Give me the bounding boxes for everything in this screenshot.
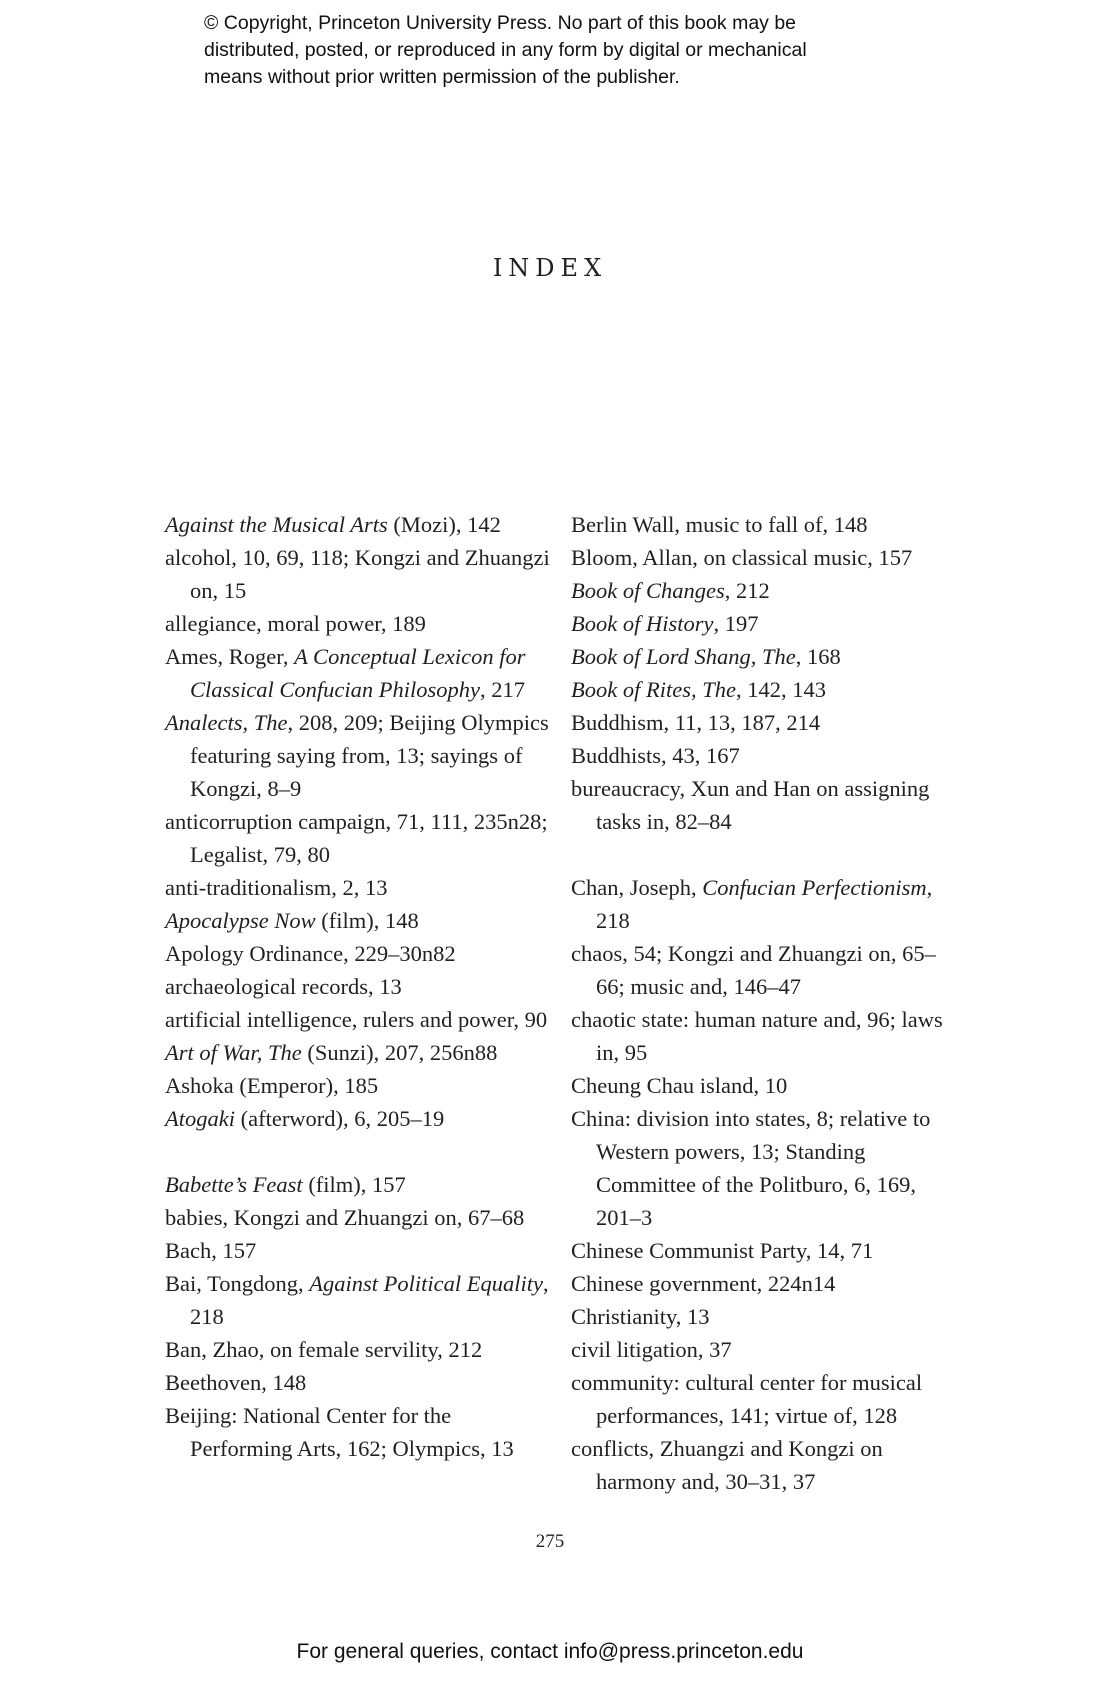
page-number: 275	[535, 1531, 565, 1552]
entry-text: , 208, 209; Beijing Olympics featuring saying from, 13; sayings of Kongzi, 8–9	[190, 710, 549, 801]
entry-text: Chinese government, 224n14	[571, 1271, 836, 1296]
entry-text: chaotic state: human nature and, 96; laws in, 95	[571, 1007, 943, 1065]
entry-text: artificial intelligence, rulers and power, 90	[165, 1007, 548, 1032]
entry-text: Ames, Roger,	[165, 644, 295, 669]
index-entry	[571, 706, 946, 739]
index-entry	[571, 574, 946, 607]
entry-title-italic: Book of History	[571, 611, 714, 636]
entry-text: (Mozi), 142	[387, 512, 501, 537]
index-entry	[571, 772, 946, 838]
index-entry	[165, 1366, 555, 1399]
entry-text: (Sunzi), 207, 256n88	[301, 1040, 498, 1065]
entry-text: , 197	[713, 611, 759, 636]
index-entry	[571, 607, 946, 640]
entry-text: (afterword), 6, 205–19	[234, 1106, 445, 1131]
entry-text: Apology Ordinance, 229–30n82	[165, 941, 456, 966]
index-entry	[571, 508, 946, 541]
index-entry	[571, 1432, 946, 1498]
entry-text: Ashoka (Emperor), 185	[165, 1073, 379, 1098]
entry-text: babies, Kongzi and Zhuangzi on, 67–68	[165, 1205, 525, 1230]
index-entry	[571, 1069, 946, 1102]
entry-text: Buddhists, 43, 167	[571, 743, 740, 768]
index-entry	[165, 970, 555, 1003]
index-entry	[571, 1333, 946, 1366]
index-entry	[165, 1003, 555, 1036]
entry-title-italic: Book of Changes	[571, 578, 725, 603]
index-entry	[571, 640, 946, 673]
entry-title-italic: Against the Musical Arts	[165, 512, 388, 537]
index-entry	[165, 904, 555, 937]
entry-title-italic: Against Political Equality	[309, 1271, 543, 1296]
entry-text: archaeological records, 13	[165, 974, 402, 999]
entry-text: Chinese Communist Party, 14, 71	[571, 1238, 874, 1263]
entry-text: Bloom, Allan, on classical music, 157	[571, 545, 913, 570]
entry-text: China: division into states, 8; relative to Western powers, 13; Standing Committee of the Politburo, 6, 169, 201–3	[571, 1106, 931, 1230]
index-entry	[571, 1003, 946, 1069]
entry-text: conflicts, Zhuangzi and Kongzi on harmony and, 30–31, 37	[571, 1436, 883, 1494]
entry-text: Ban, Zhao, on female servility, 212	[165, 1337, 483, 1362]
index-entry	[165, 1069, 555, 1102]
index-entry	[571, 1300, 946, 1333]
index-entry	[165, 1234, 555, 1267]
entry-text: (film), 157	[302, 1172, 406, 1197]
entry-text: Chan, Joseph,	[571, 875, 703, 900]
index-entry	[165, 1036, 555, 1069]
index-entry	[165, 1168, 555, 1201]
index-entry	[165, 1399, 555, 1465]
entry-text: Bai, Tongdong,	[165, 1271, 310, 1296]
entry-text: Beethoven, 148	[165, 1370, 307, 1395]
entry-text: anti-traditionalism, 2, 13	[165, 875, 388, 900]
entry-text: bureaucracy, Xun and Han on assigning tasks in, 82–84	[571, 776, 930, 834]
entry-text: , 218	[190, 1271, 549, 1329]
index-entry	[165, 937, 555, 970]
entry-title-italic: Analects, The	[165, 710, 288, 735]
index-entry	[165, 607, 555, 640]
entry-text: , 142, 143	[735, 677, 826, 702]
index-entry	[165, 1333, 555, 1366]
index-entry	[165, 805, 555, 871]
entry-text: , 168	[795, 644, 841, 669]
letter-group-gap	[571, 838, 946, 871]
copyright-line: © Copyright, Princeton University Press. No part of this book may be	[204, 12, 797, 34]
index-entry	[571, 1102, 946, 1234]
entry-text: community: cultural center for musical performances, 141; virtue of, 128	[571, 1370, 923, 1428]
entry-title-italic: Confucian Perfectionism	[702, 875, 927, 900]
index-entry	[571, 673, 946, 706]
entry-text: allegiance, moral power, 189	[165, 611, 426, 636]
index-entry	[165, 508, 555, 541]
index-column-left	[165, 508, 555, 1465]
index-entry	[165, 640, 555, 706]
entry-text: Bach, 157	[165, 1238, 257, 1263]
entry-text: (film), 148	[315, 908, 419, 933]
index-entry	[165, 1201, 555, 1234]
page-title: INDEX	[492, 254, 608, 282]
entry-title-italic: Book of Rites, The	[571, 677, 736, 702]
entry-title-italic: Atogaki	[165, 1106, 235, 1131]
copyright-line: means without prior written permission of the publisher.	[204, 66, 680, 88]
entry-title-italic: Book of Lord Shang, The	[571, 644, 796, 669]
entry-text: Christianity, 13	[571, 1304, 710, 1329]
letter-group-gap	[165, 1135, 555, 1168]
entry-text: alcohol, 10, 69, 118; Kongzi and Zhuangzi on, 15	[165, 545, 550, 603]
entry-text: civil litigation, 37	[571, 1337, 732, 1362]
entry-text: , 212	[724, 578, 770, 603]
copyright-line: distributed, posted, or reproduced in any form by digital or mechanical	[204, 39, 807, 61]
index-entry	[571, 871, 946, 937]
entry-title-italic: Babette’s Feast	[165, 1172, 303, 1197]
index-entry	[571, 937, 946, 1003]
entry-title-italic: Apocalypse Now	[165, 908, 316, 933]
entry-text: chaos, 54; Kongzi and Zhuangzi on, 65–66; music and, 146–47	[571, 941, 936, 999]
entry-title-italic: Art of War, The	[165, 1040, 302, 1065]
index-entry	[165, 1102, 555, 1135]
index-entry	[571, 1234, 946, 1267]
entry-text: anticorruption campaign, 71, 111, 235n28; Legalist, 79, 80	[165, 809, 548, 867]
entry-text: Berlin Wall, music to fall of, 148	[571, 512, 868, 537]
index-entry	[571, 1267, 946, 1300]
index-entry	[165, 1267, 555, 1333]
entry-text: Buddhism, 11, 13, 187, 214	[571, 710, 821, 735]
index-entry	[571, 1366, 946, 1432]
index-entry	[165, 541, 555, 607]
index-entry	[571, 541, 946, 574]
index-entry	[571, 739, 946, 772]
entry-title-italic: A Conceptual Lexicon for Classical Confucian Philosophy	[190, 644, 526, 702]
entry-text: , 218	[596, 875, 933, 933]
footer-contact: For general queries, contact info@press.princeton.edu	[296, 1640, 804, 1663]
entry-text: Beijing: National Center for the Performing Arts, 162; Olympics, 13	[165, 1403, 514, 1461]
index-column-right	[571, 508, 946, 1498]
copyright-notice	[204, 10, 944, 91]
index-entry	[165, 871, 555, 904]
index-entry	[165, 706, 555, 805]
entry-text: Cheung Chau island, 10	[571, 1073, 788, 1098]
entry-text: , 217	[480, 677, 525, 702]
